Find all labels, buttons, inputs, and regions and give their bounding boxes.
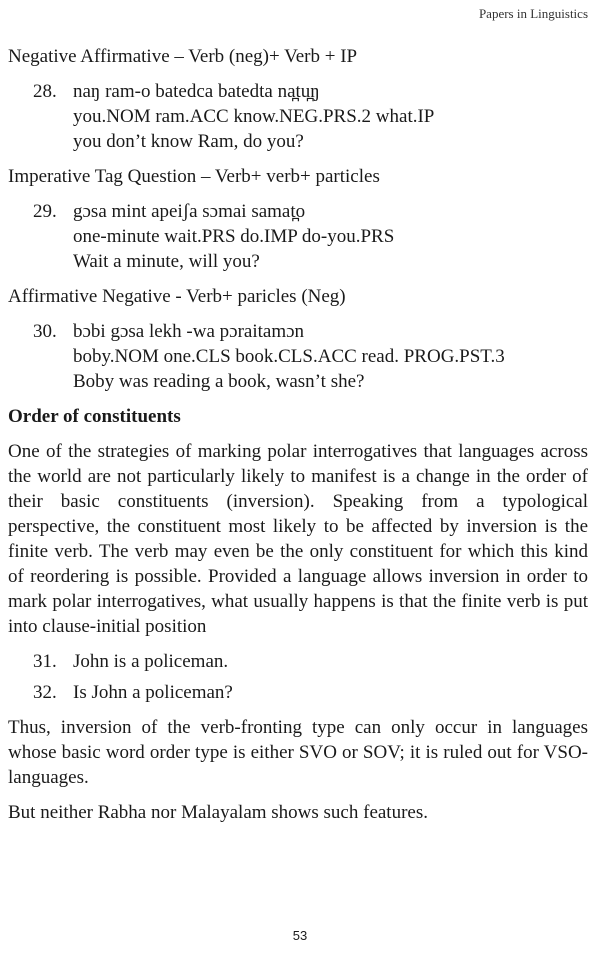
example-translation: you don’t know Ram, do you? xyxy=(73,131,304,152)
example-gloss: you.NOM ram.ACC know.NEG.PRS.2 what.IP xyxy=(73,106,435,127)
example-number: 32. xyxy=(33,682,57,703)
example-30 xyxy=(33,319,588,394)
section-title: Imperative Tag Question – Verb+ verb+ particles xyxy=(8,166,380,187)
example-source: naŋ ram-o batedca batedta na̪tu̪ŋ xyxy=(73,81,320,102)
section-title: Negative Affirmative – Verb (neg)+ Verb + IP xyxy=(8,46,358,67)
running-head: Papers in Linguistics xyxy=(478,6,588,21)
example-number: 29. xyxy=(33,201,57,222)
example-number: 28. xyxy=(33,81,57,102)
paragraph: Thus, inversion of the verb-fronting type can only occur in languages whose basic word order type is either SVO or SOV; it is ruled out for VSO-languages. xyxy=(8,717,588,788)
paragraph: One of the strategies of marking polar interrogatives that languages across the world are not particularly likely to manifest is a change in the order of their basic constituents (inversion). Speaking from a typological perspective, the constituent most likely to be affected by inversion is the finite verb. The verb may even be the only constituent for which this kind of reordering is possible. Provided a language allows inversion in order to mark polar interrogatives, what usually happens is that the finite verb is put into clause-initial position xyxy=(8,441,588,637)
example-translation: Boby was reading a book, wasn’t she? xyxy=(73,371,365,392)
example-source: bɔbi gɔsa lekh -wa pɔraitamɔn xyxy=(73,321,305,342)
example-number: 30. xyxy=(33,321,57,342)
page-number: 53 xyxy=(292,928,308,943)
example-number: 31. xyxy=(33,651,57,672)
section-heading: Order of constituents xyxy=(8,406,181,427)
example-text: Is John a policeman? xyxy=(73,682,233,703)
example-source: gɔsa mint apeiʃa sɔmai samat̪o xyxy=(73,201,306,222)
page-content xyxy=(8,44,588,835)
example-28 xyxy=(33,79,588,154)
section-affirmative-negative xyxy=(8,284,588,394)
paragraph: But neither Rabha nor Malayalam shows such features. xyxy=(8,802,428,823)
example-text: John is a policeman. xyxy=(73,651,229,672)
section-negative-affirmative xyxy=(8,44,588,154)
section-imperative-tag xyxy=(8,164,588,274)
section-title: Affirmative Negative - Verb+ paricles (Neg) xyxy=(8,286,346,307)
example-translation: Wait a minute, will you? xyxy=(73,251,260,272)
example-gloss: boby.NOM one.CLS book.CLS.ACC read. PROG.PST.3 xyxy=(73,346,505,367)
example-31 xyxy=(33,649,588,674)
example-gloss: one-minute wait.PRS do.IMP do-you.PRS xyxy=(73,226,395,247)
example-32 xyxy=(33,680,588,705)
example-29 xyxy=(33,199,588,274)
